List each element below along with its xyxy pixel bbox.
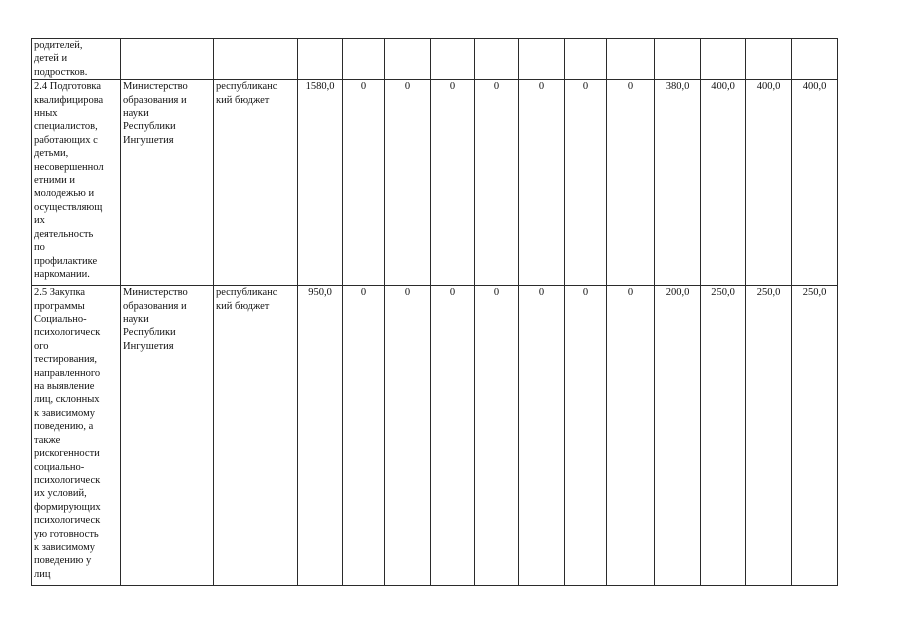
funding-source-cell (214, 39, 298, 80)
year-amount-cell (746, 39, 792, 80)
table-row (32, 286, 838, 586)
year-amount-cell: 0 (519, 286, 565, 586)
text-line: лиц, склонных (34, 394, 100, 406)
text-line: специалистов, (34, 121, 98, 133)
text-line: 2.5 Закупка (34, 287, 86, 299)
year-amount-cell: 0 (431, 286, 475, 586)
text-line: образования и (123, 300, 187, 312)
year-amount-cell (607, 39, 655, 80)
text-line: ую готовность (34, 528, 99, 540)
year-amount-cell (519, 39, 565, 80)
measure-name-cell (32, 286, 121, 586)
text-line: также (34, 434, 61, 446)
text-line: Министерство (123, 287, 188, 299)
text-line: несовершеннол (34, 161, 104, 173)
measure-name-cell (32, 80, 121, 286)
funding-source-cell (214, 80, 298, 286)
total-amount-cell (298, 39, 343, 80)
text-line: рискогенности (34, 448, 100, 460)
year-amount-cell: 0 (475, 80, 519, 286)
text-line: социально- (34, 461, 85, 473)
text-line: поведению у (34, 555, 92, 567)
table-row (32, 39, 838, 80)
text-line: науки (123, 108, 149, 120)
year-amount-cell: 400,0 (746, 80, 792, 286)
year-amount-cell: 0 (607, 286, 655, 586)
text-line: их (34, 215, 45, 227)
year-amount-cell: 0 (565, 286, 607, 586)
funding-source-cell (214, 286, 298, 586)
text-line: детей и (34, 53, 68, 65)
total-amount-cell: 1580,0 (298, 80, 343, 286)
executor-cell (121, 39, 214, 80)
year-amount-cell: 0 (475, 286, 519, 586)
year-amount-cell: 0 (343, 286, 385, 586)
total-amount-cell: 950,0 (298, 286, 343, 586)
text-line: Министерство (123, 81, 188, 93)
text-line: етними и (34, 175, 75, 187)
year-amount-cell (475, 39, 519, 80)
text-line: на выявление (34, 381, 95, 393)
text-line: наркомании. (34, 268, 90, 280)
text-line: родителей, (34, 40, 83, 51)
measure-name-cell (32, 39, 121, 80)
text-line: работающих с (34, 134, 98, 146)
year-amount-cell (565, 39, 607, 80)
text-line: Ингушетия (123, 340, 174, 352)
text-line: Ингушетия (123, 134, 174, 146)
year-amount-cell (701, 39, 746, 80)
text-line: направленного (34, 367, 101, 379)
year-amount-cell: 400,0 (701, 80, 746, 286)
year-amount-cell (385, 39, 431, 80)
text-line: республиканс (216, 81, 278, 93)
year-amount-cell: 380,0 (655, 80, 701, 286)
year-amount-cell: 200,0 (655, 286, 701, 586)
table-row (32, 80, 838, 286)
year-amount-cell: 0 (343, 80, 385, 286)
text-line: Социально- (34, 314, 87, 326)
text-line: профилактике (34, 255, 98, 267)
budget-table (31, 38, 838, 586)
text-line: по (34, 242, 45, 254)
text-line: Республики (123, 327, 176, 339)
text-line: лиц (34, 568, 51, 580)
text-line: науки (123, 314, 149, 326)
year-amount-cell: 0 (431, 80, 475, 286)
year-amount-cell: 250,0 (792, 286, 838, 586)
text-line: Республики (123, 121, 176, 133)
text-line: кий бюджет (216, 94, 270, 106)
text-line: образования и (123, 94, 187, 106)
text-line: ого (34, 340, 49, 352)
year-amount-cell (792, 39, 838, 80)
year-amount-cell (655, 39, 701, 80)
year-amount-cell: 250,0 (746, 286, 792, 586)
text-line: деятельность (34, 228, 94, 240)
text-line: психологическ (34, 327, 101, 339)
executor-cell (121, 286, 214, 586)
year-amount-cell: 0 (565, 80, 607, 286)
year-amount-cell (431, 39, 475, 80)
text-line: кий бюджет (216, 300, 270, 312)
text-line: программы (34, 300, 85, 312)
text-line: республиканс (216, 287, 278, 299)
text-line: психологическ (34, 515, 101, 527)
text-line: осуществляющ (34, 201, 103, 213)
year-amount-cell: 250,0 (701, 286, 746, 586)
text-line: к зависимому (34, 541, 95, 553)
text-line: молодежью и (34, 188, 95, 200)
text-line: 2.4 Подготовка (34, 81, 102, 93)
year-amount-cell: 0 (607, 80, 655, 286)
text-line: психологическ (34, 474, 101, 486)
text-line: тестирования, (34, 354, 98, 366)
text-line: нных (34, 108, 58, 120)
executor-cell (121, 80, 214, 286)
year-amount-cell: 0 (385, 80, 431, 286)
text-line: подростков. (34, 66, 88, 78)
year-amount-cell (343, 39, 385, 80)
text-line: квалифицирова (34, 94, 104, 106)
text-line: поведению, а (34, 421, 94, 433)
text-line: их условий, (34, 488, 87, 500)
text-line: формирующих (34, 501, 101, 513)
text-line: детьми, (34, 148, 69, 160)
year-amount-cell: 0 (385, 286, 431, 586)
year-amount-cell: 0 (519, 80, 565, 286)
year-amount-cell: 400,0 (792, 80, 838, 286)
text-line: к зависимому (34, 407, 95, 419)
